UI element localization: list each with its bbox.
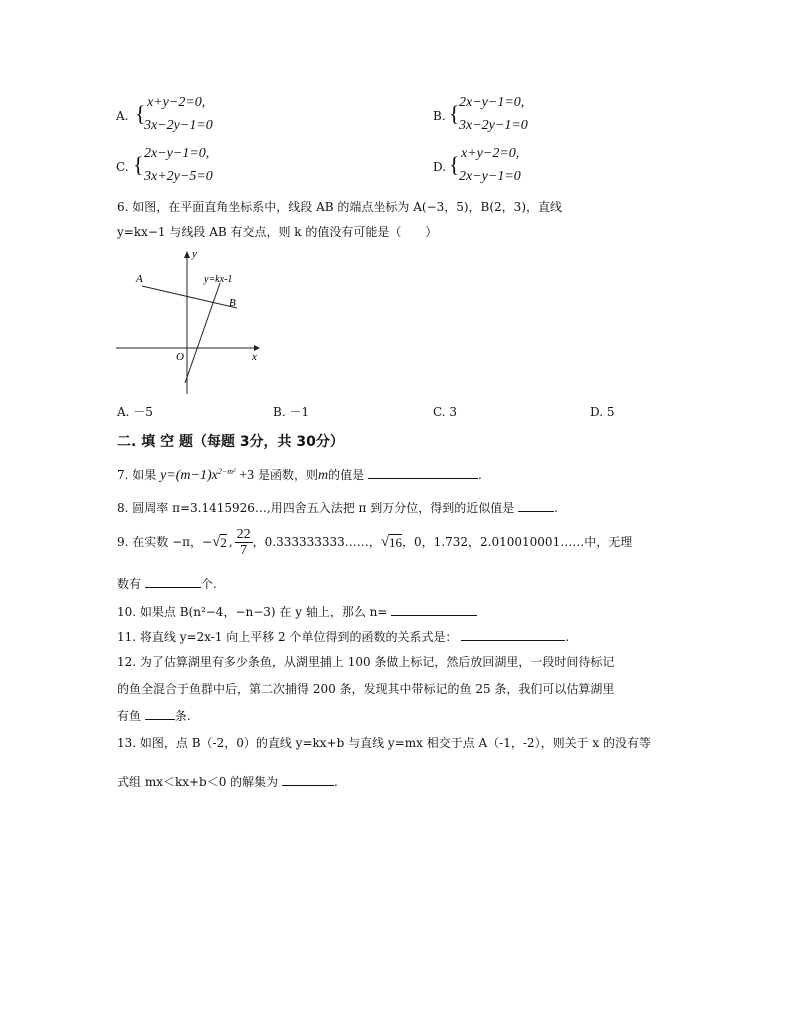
question-8 [117,499,558,516]
answer-blank[interactable] [518,499,554,512]
line-y-kx-1 [185,283,220,383]
q10-text: 10. 如果点 B(n²−4，−n−3) 在 y 轴上，那么 n= [117,605,388,619]
answer-blank[interactable] [391,603,477,616]
q9-sqrt16: 16 [389,534,403,550]
left-brace: { [449,101,460,126]
q7-expression: y=(m−1)x [160,468,218,483]
q11-end: . [565,630,570,644]
q13-line2-end: . [334,775,338,789]
option-letter: C. [116,160,129,174]
option-6d: D. 5 [590,405,615,419]
q8-end: . [554,501,558,515]
question-12-line1: 12. 为了估算湖里有多少条鱼，从湖里捕上 100 条做上标记，然后放回湖里，一段时间待标记 [117,655,615,669]
origin-label: O [176,351,184,363]
question-9-line1: 9. 在实数 −π，− √ 2 , $\frac{22}{7}$ ，0.333333333……， √ 16 ，0，1.732，2.010010001……中，无理 [117,526,633,558]
q7-tail: 的值是 [328,468,365,482]
question-7 [117,464,482,484]
left-brace: { [449,152,460,177]
q7-end: . [477,468,482,482]
point-b-label: B [229,297,236,309]
question-13-line2 [117,773,338,790]
question-12-line3 [117,707,191,724]
equation-line: 3x−2y−1=0 [459,118,528,133]
equation-line: 2x−y−1=0, [459,95,525,110]
question-12-line2: 的鱼全混合于鱼群中后，第二次捕得 200 条，发现其中带标记的鱼 25 条，我们可以估算湖里 [117,682,615,696]
line-label: y=kx-1 [204,274,233,285]
x-axis-label: x [252,351,257,363]
option-6b: B. －1 [273,405,310,419]
left-brace: { [135,101,146,126]
equation-line: x+y−2=0, [147,95,206,110]
q7-exponent: 2−m² [217,467,236,476]
fraction-22-7 [235,527,253,558]
answer-blank[interactable] [368,466,478,479]
question-13-line1: 13. 如图，点 B（-2，0）的直线 y=kx+b 与直线 y=mx 相交于点 A（-1，-2），则关于 x 的没有等 [117,736,651,750]
q9-sqrt2: 2 [220,534,227,550]
question-6-line1: 6. 如图，在平面直角坐标系中，线段 AB 的端点坐标为 A(−3，5)，B(2，3)，直线 [117,200,562,214]
option-letter: A. [116,109,129,123]
option-6c: C. 3 [433,405,458,419]
q9-prefix: 9. 在实数 −π，− [117,535,213,549]
q7-suffix: 是函数，则 [258,468,319,482]
q11-text: 11. 将直线 y=2x-1 向上平移 2 个单位得到的函数的关系式是： [117,630,458,644]
y-axis-arrow [184,251,190,258]
segment-ab [142,286,237,308]
option-6a: A. －5 [117,405,153,419]
q9-line2: 数有 [117,577,142,591]
equation-line: x+y−2=0, [461,146,520,161]
coordinate-figure [112,248,272,398]
question-9-line2 [117,575,217,592]
question-6-line2: y=kx−1 与线段 AB 有交点，则 k 的值没有可能是（ ） [117,225,438,239]
option-letter: D. [433,160,447,174]
equation-line: 2x−y−1=0 [459,169,521,184]
answer-blank[interactable] [145,575,201,588]
q12-line3-end: 条. [174,709,191,723]
q13-line2: 式组 mx＜kx+b＜0 的解集为 [117,775,279,789]
question-10 [117,603,477,620]
q9-line2-end: 个. [200,577,217,591]
q8-text: 8. 圆周率 π=3.1415926…,用四舍五入法把 π 到万分位，得到的近似值是 [117,501,515,515]
equation-line: 2x−y−1=0, [144,146,210,161]
fraction-denominator: 7 [240,542,248,558]
y-axis-label: y [192,248,197,260]
q7-plus: +3 [239,468,255,483]
answer-blank[interactable] [145,707,175,720]
left-brace: { [133,152,144,177]
q7-prefix: 7. 如果 [117,468,157,482]
answer-blank[interactable] [461,628,565,641]
option-letter: B. [433,109,446,123]
equation-line: 3x−2y−1=0 [144,118,213,133]
q9-mid: ，0.333333333……， [252,535,381,549]
section-heading: 二. 填 空 题（每题 3分，共 30分） [117,434,344,450]
sqrt-symbol: √ [380,534,390,550]
answer-blank[interactable] [282,773,334,786]
q7-var: m [318,468,329,483]
q12-line3: 有鱼 [117,709,142,723]
equation-line: 3x+2y−5=0 [144,169,213,184]
sqrt-symbol: √ [212,534,221,550]
point-a-label: A [136,273,143,285]
question-11 [117,628,569,645]
fraction-numerator: 22 [236,526,251,542]
q9-rest: ，0，1.732，2.010010001……中，无理 [402,535,633,549]
